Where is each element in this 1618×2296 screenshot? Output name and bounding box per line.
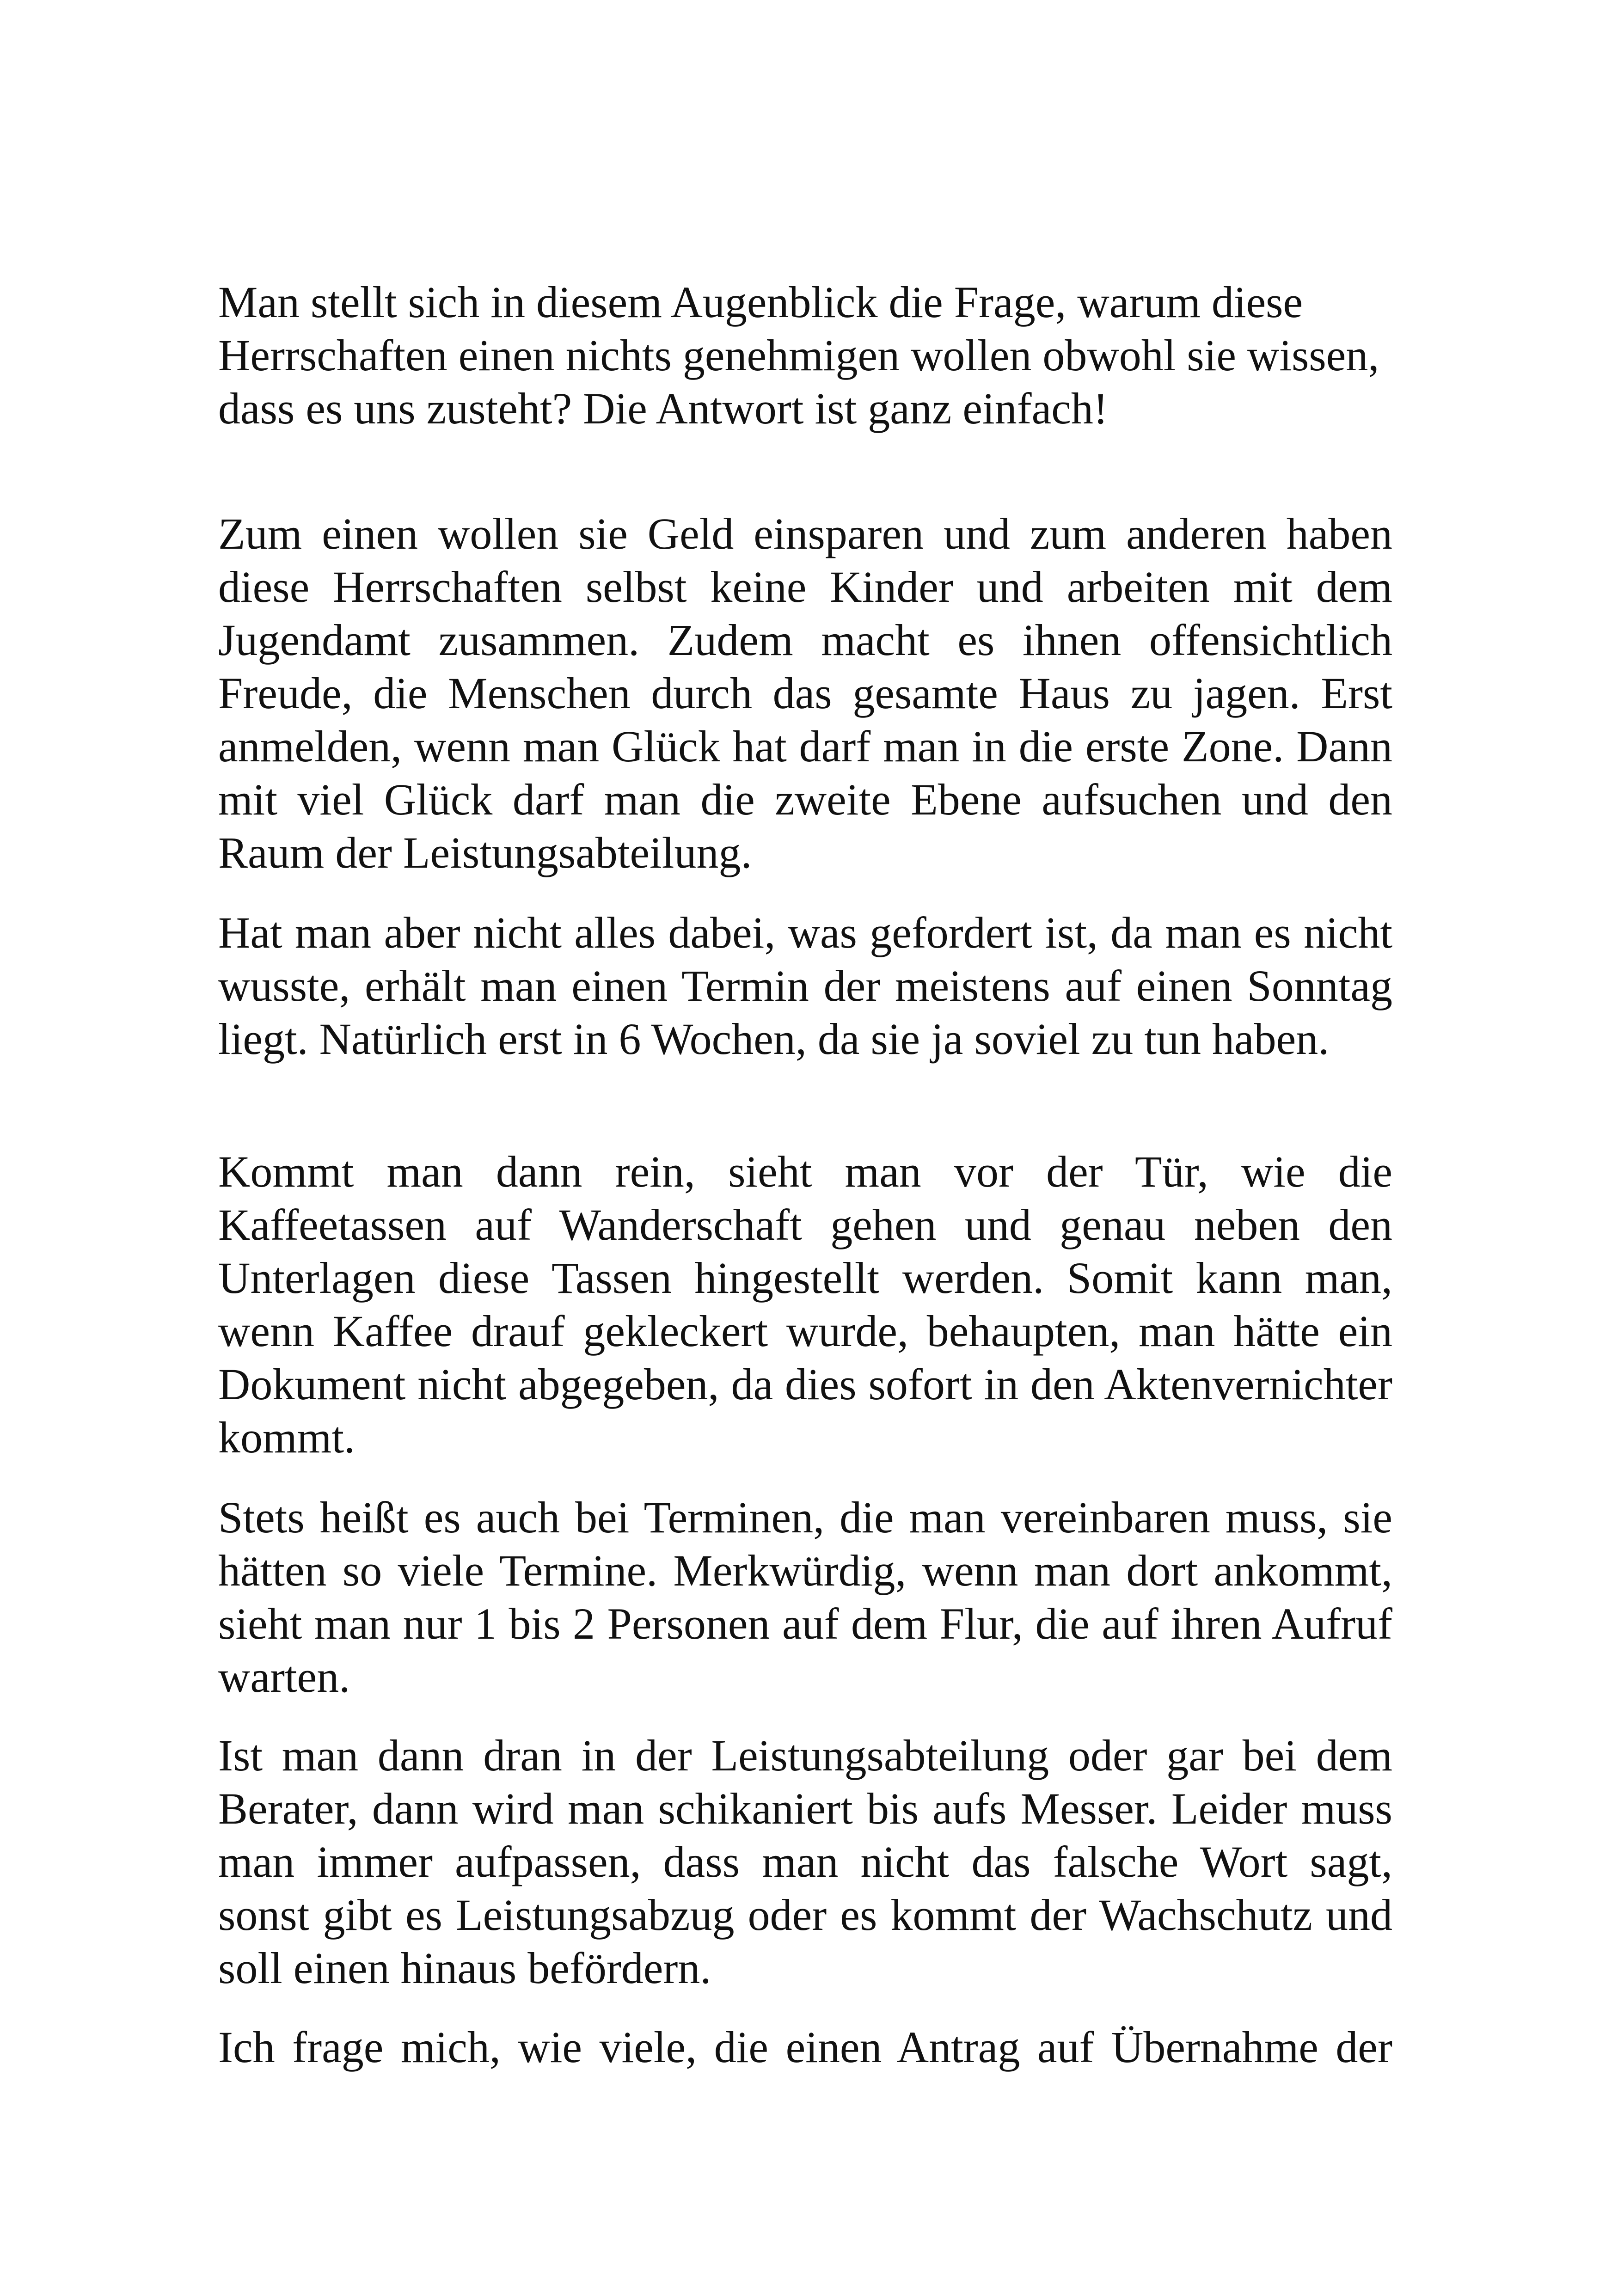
paragraph-text: Ist man dann dran in der Leistungsabteilung oder gar bei dem Berater, dann wird man schikaniert bis aufs Messer. Leider muss man immer aufpassen, dass man nicht das falsche Wort sagt, sonst gibt es Leistungsabzug oder es kommt der Wachschutz und soll einen hinaus befördern.	[218, 1731, 1392, 1993]
paragraph-3	[218, 906, 1392, 1065]
paragraph-text: Stets heißt es auch bei Terminen, die man vereinbaren muss, sie hätten so viele Termine. Merkwürdig, wenn man dort ankommt, sieht man nur 1 bis 2 Personen auf dem Flur, die auf ihren Aufruf warten.	[218, 1493, 1392, 1702]
paragraph-text: Zum einen wollen sie Geld einsparen und zum anderen haben diese Herrschaften selbst keine Kinder und arbeiten mit dem Jugendamt zusammen. Zudem macht es ihnen offensichtlich Freude, die Menschen durch das gesamte Haus zu jagen. Erst anmelden, wenn man Glück hat darf man in die erste Zone. Dann mit viel Glück darf man die zweite Ebene aufsuchen und den Raum der Leistungsabteilung.	[218, 509, 1392, 877]
paragraph-text: Man stellt sich in diesem Augenblick die Frage, warum diese Herrschaften einen nichts genehmigen wollen obwohl sie wissen, dass es uns zusteht? Die Antwort ist ganz einfach!	[218, 277, 1379, 433]
paragraph-6	[218, 1729, 1392, 1995]
paragraph-text: Hat man aber nicht alles dabei, was gefordert ist, da man es nicht wusste, erhält man einen Termin der meistens auf einen Sonntag liegt. Natürlich erst in 6 Wochen, da sie ja soviel zu tun haben.	[218, 908, 1392, 1064]
paragraph-1	[218, 276, 1392, 435]
paragraph-7	[218, 2020, 1392, 2074]
paragraph-text: Ich frage mich, wie viele, die einen Antrag auf Übernahme der	[218, 2022, 1392, 2072]
paragraph-2	[218, 507, 1392, 879]
paragraph-4	[218, 1145, 1392, 1464]
paragraph-text: Kommt man dann rein, sieht man vor der Tür, wie die Kaffeetassen auf Wanderschaft gehen und genau neben den Unterlagen diese Tassen hingestellt werden. Somit kann man, wenn Kaffee drauf gekleckert wurde, behaupten, man hätte ein Dokument nicht abgegeben, da dies sofort in den Aktenvernichter kommt.	[218, 1147, 1392, 1462]
paragraph-5	[218, 1491, 1392, 1703]
